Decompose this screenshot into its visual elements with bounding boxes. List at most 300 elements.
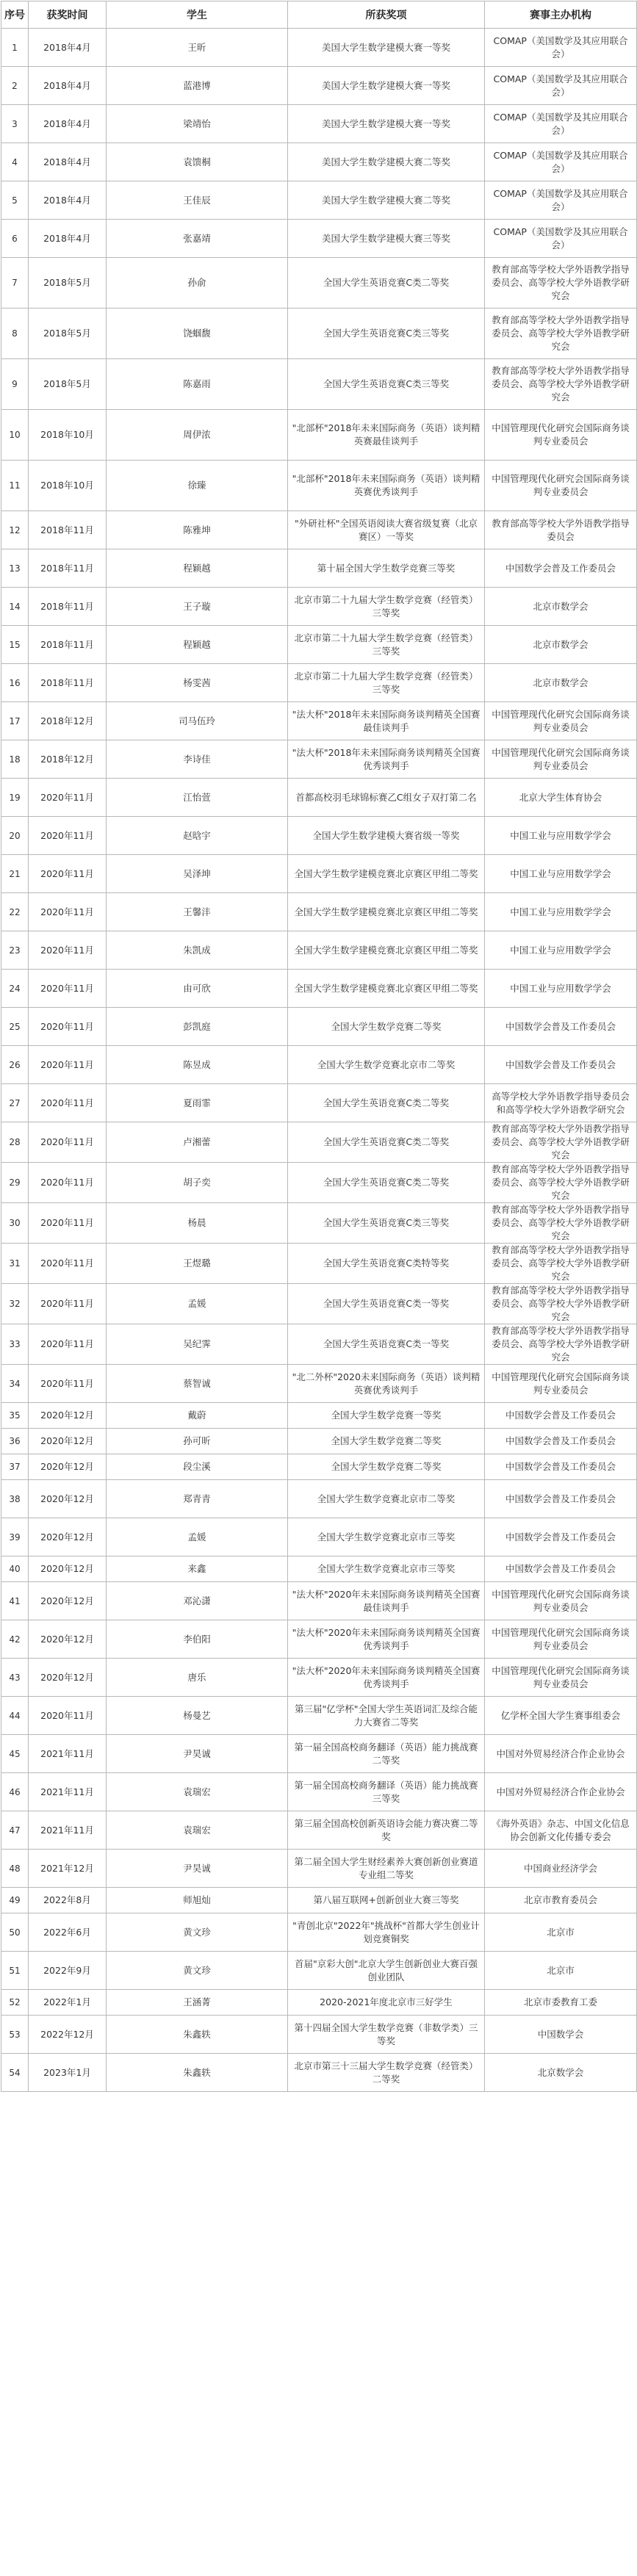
cell-date: 2018年4月: [29, 181, 107, 220]
cell-org: 北京市: [485, 1913, 637, 1952]
cell-no: 33: [1, 1324, 29, 1365]
cell-org: 中国数学会普及工作委员会: [485, 1008, 637, 1046]
cell-org: 中国数学会普及工作委员会: [485, 1518, 637, 1556]
cell-org: 北京数学会: [485, 2054, 637, 2092]
cell-date: 2022年8月: [29, 1888, 107, 1913]
cell-student: 黄文珍: [107, 1952, 288, 1990]
cell-date: 2018年11月: [29, 588, 107, 626]
table-row: [1, 1913, 637, 1952]
cell-date: 2020年11月: [29, 1244, 107, 1284]
table-row: [1, 1429, 637, 1454]
cell-date: 2020年11月: [29, 1084, 107, 1122]
cell-date: 2020年11月: [29, 1046, 107, 1084]
cell-date: 2022年6月: [29, 1913, 107, 1952]
cell-student: 彭凯庭: [107, 1008, 288, 1046]
table-row: [1, 893, 637, 931]
cell-no: 22: [1, 893, 29, 931]
cell-award: "北二外杯"2020未来国际商务（英语）谈判精英赛优秀谈判手: [288, 1365, 485, 1403]
cell-org: 中国数学会普及工作委员会: [485, 1480, 637, 1518]
table-row: [1, 1084, 637, 1122]
cell-student: 蓝港博: [107, 67, 288, 105]
cell-no: 11: [1, 461, 29, 511]
cell-award: 全国大学生数学竞赛二等奖: [288, 1429, 485, 1454]
table-row: [1, 461, 637, 511]
cell-date: 2020年12月: [29, 1518, 107, 1556]
cell-org: COMAP（美国数学及其应用联合会）: [485, 29, 637, 67]
cell-no: 40: [1, 1556, 29, 1582]
cell-award: 全国大学生数学建模竞赛北京赛区甲组二等奖: [288, 970, 485, 1008]
cell-award: 全国大学生英语竞赛C类二等奖: [288, 1122, 485, 1163]
cell-org: 中国工业与应用数学学会: [485, 817, 637, 855]
header-student: 学生: [107, 1, 288, 29]
cell-no: 52: [1, 1990, 29, 2016]
cell-date: 2018年4月: [29, 220, 107, 258]
cell-student: 蔡智诚: [107, 1365, 288, 1403]
cell-no: 5: [1, 181, 29, 220]
cell-org: 中国管理现代化研究会国际商务谈判专业委员会: [485, 1582, 637, 1620]
cell-no: 12: [1, 511, 29, 549]
cell-student: 陈嘉雨: [107, 359, 288, 410]
cell-no: 29: [1, 1163, 29, 1203]
table-row: [1, 1284, 637, 1324]
cell-date: 2020年12月: [29, 1556, 107, 1582]
cell-student: 师旭灿: [107, 1888, 288, 1913]
cell-student: 朱鑫轶: [107, 2054, 288, 2092]
cell-org: 教育部高等学校大学外语教学指导委员会、高等学校大学外语教学研究会: [485, 1163, 637, 1203]
cell-no: 7: [1, 258, 29, 309]
cell-student: 郑青青: [107, 1480, 288, 1518]
cell-date: 2020年12月: [29, 1620, 107, 1659]
table-row: [1, 1163, 637, 1203]
cell-award: "法大杯"2020年未来国际商务谈判精英全国赛优秀谈判手: [288, 1659, 485, 1697]
cell-award: "法大杯"2018年未来国际商务谈判精英全国赛最佳谈判手: [288, 702, 485, 740]
cell-award: 第一届全国高校商务翻译（英语）能力挑战赛三等奖: [288, 1773, 485, 1811]
cell-date: 2020年11月: [29, 1163, 107, 1203]
table-row: [1, 2016, 637, 2054]
cell-student: 孙俞: [107, 258, 288, 309]
cell-org: 教育部高等学校大学外语教学指导委员会、高等学校大学外语教学研究会: [485, 1203, 637, 1244]
cell-award: "北部杯"2018年未来国际商务（英语）谈判精英赛最佳谈判手: [288, 410, 485, 461]
cell-date: 2018年10月: [29, 410, 107, 461]
header-no: 序号: [1, 1, 29, 29]
cell-award: 全国大学生英语竞赛C类三等奖: [288, 1203, 485, 1244]
table-row: [1, 1480, 637, 1518]
cell-date: 2020年11月: [29, 1697, 107, 1735]
cell-no: 39: [1, 1518, 29, 1556]
cell-no: 24: [1, 970, 29, 1008]
table-row: [1, 1620, 637, 1659]
cell-student: 司马伍玲: [107, 702, 288, 740]
table-row: [1, 181, 637, 220]
table-row: [1, 664, 637, 702]
cell-award: 北京市第二十九届大学生数学竞赛（经管类）三等奖: [288, 626, 485, 664]
cell-award: 全国大学生英语竞赛C类三等奖: [288, 359, 485, 410]
cell-org: 中国对外贸易经济合作企业协会: [485, 1735, 637, 1773]
cell-student: 袁馈桐: [107, 143, 288, 181]
cell-no: 21: [1, 855, 29, 893]
table-row: [1, 220, 637, 258]
cell-student: 孟媛: [107, 1518, 288, 1556]
cell-no: 44: [1, 1697, 29, 1735]
cell-no: 46: [1, 1773, 29, 1811]
cell-student: 夏雨霏: [107, 1084, 288, 1122]
cell-date: 2020年12月: [29, 1582, 107, 1620]
cell-no: 16: [1, 664, 29, 702]
cell-no: 36: [1, 1429, 29, 1454]
cell-org: 中国管理现代化研究会国际商务谈判专业委员会: [485, 1620, 637, 1659]
cell-org: 教育部高等学校大学外语教学指导委员会: [485, 511, 637, 549]
cell-student: 梁靖怡: [107, 105, 288, 143]
cell-award: "外研社杯"全国英语阅读大赛省级复赛（北京赛区）一等奖: [288, 511, 485, 549]
cell-no: 4: [1, 143, 29, 181]
cell-award: 全国大学生英语竞赛C类二等奖: [288, 1084, 485, 1122]
table-row: [1, 1403, 637, 1429]
cell-student: 唐乐: [107, 1659, 288, 1697]
cell-award: 美国大学生数学建模大赛二等奖: [288, 181, 485, 220]
cell-org: 北京市数学会: [485, 664, 637, 702]
cell-date: 2020年11月: [29, 1284, 107, 1324]
cell-date: 2020年11月: [29, 1008, 107, 1046]
cell-org: 北京市: [485, 1952, 637, 1990]
table-row: [1, 740, 637, 779]
cell-student: 来鑫: [107, 1556, 288, 1582]
cell-award: 全国大学生数学竞赛北京市三等奖: [288, 1518, 485, 1556]
cell-award: "法大杯"2020年未来国际商务谈判精英全国赛最佳谈判手: [288, 1582, 485, 1620]
cell-no: 13: [1, 549, 29, 588]
cell-no: 48: [1, 1850, 29, 1888]
cell-student: 王佳辰: [107, 181, 288, 220]
cell-award: 全国大学生数学竞赛北京市二等奖: [288, 1046, 485, 1084]
cell-org: 中国工业与应用数学学会: [485, 931, 637, 970]
cell-student: 杨雯茜: [107, 664, 288, 702]
table-row: [1, 1773, 637, 1811]
cell-award: 美国大学生数学建模大赛二等奖: [288, 143, 485, 181]
cell-date: 2020年11月: [29, 1365, 107, 1403]
cell-org: 中国数学会普及工作委员会: [485, 549, 637, 588]
cell-no: 50: [1, 1913, 29, 1952]
cell-org: 教育部高等学校大学外语教学指导委员会、高等学校大学外语教学研究会: [485, 309, 637, 359]
table-row: [1, 1365, 637, 1403]
header-date: 获奖时间: [29, 1, 107, 29]
cell-org: 中国对外贸易经济合作企业协会: [485, 1773, 637, 1811]
cell-date: 2018年12月: [29, 702, 107, 740]
table-row: [1, 1244, 637, 1284]
cell-student: 张嘉靖: [107, 220, 288, 258]
table-row: [1, 1888, 637, 1913]
cell-org: 北京大学生体育协会: [485, 779, 637, 817]
cell-student: 由可欣: [107, 970, 288, 1008]
cell-no: 1: [1, 29, 29, 67]
cell-date: 2020年11月: [29, 1122, 107, 1163]
table-row: [1, 1046, 637, 1084]
cell-no: 54: [1, 2054, 29, 2092]
table-row: [1, 105, 637, 143]
cell-award: 第十四届全国大学生数学竞赛（非数学类）三等奖: [288, 2016, 485, 2054]
cell-org: COMAP（美国数学及其应用联合会）: [485, 67, 637, 105]
table-row: [1, 1518, 637, 1556]
cell-award: 首都高校羽毛球锦标赛乙C组女子双打第二名: [288, 779, 485, 817]
table-row: [1, 1697, 637, 1735]
header-org: 赛事主办机构: [485, 1, 637, 29]
cell-date: 2018年5月: [29, 258, 107, 309]
cell-no: 20: [1, 817, 29, 855]
cell-student: 吴泽坤: [107, 855, 288, 893]
cell-date: 2018年10月: [29, 461, 107, 511]
cell-no: 51: [1, 1952, 29, 1990]
cell-date: 2018年11月: [29, 549, 107, 588]
cell-student: 李伯阳: [107, 1620, 288, 1659]
cell-student: 程颖越: [107, 626, 288, 664]
cell-date: 2021年11月: [29, 1811, 107, 1850]
cell-no: 9: [1, 359, 29, 410]
table-row: [1, 549, 637, 588]
table-row: [1, 29, 637, 67]
cell-date: 2018年11月: [29, 626, 107, 664]
cell-no: 15: [1, 626, 29, 664]
cell-award: 美国大学生数学建模大赛三等奖: [288, 220, 485, 258]
cell-award: 全国大学生英语竞赛C类二等奖: [288, 258, 485, 309]
cell-award: 第二届全国大学生财经素养大赛创新创业赛道专业组二等奖: [288, 1850, 485, 1888]
cell-award: 美国大学生数学建模大赛一等奖: [288, 29, 485, 67]
cell-no: 42: [1, 1620, 29, 1659]
cell-date: 2020年11月: [29, 893, 107, 931]
cell-date: 2020年11月: [29, 1203, 107, 1244]
cell-no: 8: [1, 309, 29, 359]
cell-award: 北京市第三十三届大学生数学竞赛（经管类）二等奖: [288, 2054, 485, 2092]
cell-date: 2023年1月: [29, 2054, 107, 2092]
cell-student: 陈昱成: [107, 1046, 288, 1084]
cell-no: 18: [1, 740, 29, 779]
cell-no: 6: [1, 220, 29, 258]
cell-org: 高等学校大学外语教学指导委员会和高等学校大学外语教学研究会: [485, 1084, 637, 1122]
cell-date: 2020年12月: [29, 1454, 107, 1480]
cell-student: 袁瑞宏: [107, 1811, 288, 1850]
cell-date: 2021年11月: [29, 1735, 107, 1773]
cell-no: 31: [1, 1244, 29, 1284]
cell-date: 2018年12月: [29, 740, 107, 779]
cell-org: 北京市数学会: [485, 588, 637, 626]
cell-no: 43: [1, 1659, 29, 1697]
cell-no: 35: [1, 1403, 29, 1429]
cell-award: 全国大学生英语竞赛C类二等奖: [288, 1163, 485, 1203]
table-body: [1, 29, 637, 2092]
cell-award: 全国大学生数学竞赛二等奖: [288, 1454, 485, 1480]
cell-org: 中国数学会普及工作委员会: [485, 1556, 637, 1582]
table-row: [1, 2054, 637, 2092]
cell-date: 2020年11月: [29, 970, 107, 1008]
table-row: [1, 1735, 637, 1773]
cell-org: 北京市数学会: [485, 626, 637, 664]
cell-date: 2022年9月: [29, 1952, 107, 1990]
cell-org: 中国管理现代化研究会国际商务谈判专业委员会: [485, 702, 637, 740]
cell-award: 全国大学生数学建模大赛省级一等奖: [288, 817, 485, 855]
table-row: [1, 702, 637, 740]
cell-no: 23: [1, 931, 29, 970]
cell-award: 全国大学生英语竞赛C类一等奖: [288, 1284, 485, 1324]
table-row: [1, 143, 637, 181]
cell-org: 中国数学会普及工作委员会: [485, 1454, 637, 1480]
cell-org: 《海外英语》杂志、中国文化信息协会创新文化传播专委会: [485, 1811, 637, 1850]
cell-award: 全国大学生数学竞赛北京市三等奖: [288, 1556, 485, 1582]
cell-date: 2018年4月: [29, 143, 107, 181]
cell-award: 全国大学生数学建模竞赛北京赛区甲组二等奖: [288, 931, 485, 970]
table-row: [1, 855, 637, 893]
cell-org: 中国管理现代化研究会国际商务谈判专业委员会: [485, 410, 637, 461]
table-row: [1, 817, 637, 855]
cell-student: 杨晨: [107, 1203, 288, 1244]
cell-no: 49: [1, 1888, 29, 1913]
table-row: [1, 1990, 637, 2016]
table-row: [1, 1582, 637, 1620]
cell-award: 美国大学生数学建模大赛一等奖: [288, 105, 485, 143]
cell-award: "法大杯"2020年未来国际商务谈判精英全国赛优秀谈判手: [288, 1620, 485, 1659]
cell-no: 34: [1, 1365, 29, 1403]
table-row: [1, 1952, 637, 1990]
cell-date: 2020年12月: [29, 1659, 107, 1697]
cell-org: 中国管理现代化研究会国际商务谈判专业委员会: [485, 1365, 637, 1403]
cell-award: 全国大学生数学建模竞赛北京赛区甲组二等奖: [288, 893, 485, 931]
cell-date: 2022年1月: [29, 1990, 107, 2016]
cell-no: 28: [1, 1122, 29, 1163]
cell-date: 2018年4月: [29, 105, 107, 143]
cell-org: 亿学杯全国大学生赛事组委会: [485, 1697, 637, 1735]
cell-student: 孙可昕: [107, 1429, 288, 1454]
cell-date: 2018年11月: [29, 511, 107, 549]
cell-award: 全国大学生英语竞赛C类三等奖: [288, 309, 485, 359]
cell-award: 全国大学生英语竞赛C类一等奖: [288, 1324, 485, 1365]
cell-student: 袁瑞宏: [107, 1773, 288, 1811]
cell-org: COMAP（美国数学及其应用联合会）: [485, 105, 637, 143]
cell-award: "青创北京"2022年"挑战杯"首都大学生创业计划竞赛铜奖: [288, 1913, 485, 1952]
cell-no: 25: [1, 1008, 29, 1046]
cell-award: 第八届互联网+创新创业大赛三等奖: [288, 1888, 485, 1913]
header-award: 所获奖项: [288, 1, 485, 29]
table-row: [1, 1659, 637, 1697]
cell-no: 26: [1, 1046, 29, 1084]
cell-date: 2021年11月: [29, 1773, 107, 1811]
cell-date: 2018年5月: [29, 309, 107, 359]
cell-date: 2018年11月: [29, 664, 107, 702]
cell-org: 中国数学会普及工作委员会: [485, 1403, 637, 1429]
cell-student: 邓沁潇: [107, 1582, 288, 1620]
cell-award: 第三届"亿学杯"全国大学生英语词汇及综合能力大赛省二等奖: [288, 1697, 485, 1735]
cell-date: 2022年12月: [29, 2016, 107, 2054]
cell-student: 朱凯成: [107, 931, 288, 970]
table-row: [1, 1324, 637, 1365]
cell-award: 第三届全国高校创新英语诗会能力赛决赛二等奖: [288, 1811, 485, 1850]
cell-student: 江怡萱: [107, 779, 288, 817]
table-row: [1, 931, 637, 970]
cell-org: 教育部高等学校大学外语教学指导委员会、高等学校大学外语教学研究会: [485, 1324, 637, 1365]
cell-no: 10: [1, 410, 29, 461]
cell-award: 全国大学生数学竞赛一等奖: [288, 1403, 485, 1429]
cell-award: 2020-2021年度北京市三好学生: [288, 1990, 485, 2016]
cell-no: 38: [1, 1480, 29, 1518]
cell-no: 41: [1, 1582, 29, 1620]
cell-date: 2020年11月: [29, 817, 107, 855]
cell-student: 饶蝈馥: [107, 309, 288, 359]
cell-student: 王煜璐: [107, 1244, 288, 1284]
cell-award: 全国大学生数学竞赛北京市二等奖: [288, 1480, 485, 1518]
table-row: [1, 1008, 637, 1046]
table-row: [1, 410, 637, 461]
cell-award: 北京市第二十九届大学生数学竞赛（经管类）三等奖: [288, 664, 485, 702]
table-row: [1, 1203, 637, 1244]
cell-award: 首届"京彩大创"北京大学生创新创业大赛百强创业团队: [288, 1952, 485, 1990]
cell-award: 北京市第二十九届大学生数学竞赛（经管类）三等奖: [288, 588, 485, 626]
table-row: [1, 359, 637, 410]
cell-no: 27: [1, 1084, 29, 1122]
cell-date: 2020年12月: [29, 1403, 107, 1429]
cell-award: "法大杯"2018年未来国际商务谈判精英全国赛优秀谈判手: [288, 740, 485, 779]
table-row: [1, 511, 637, 549]
cell-org: 北京市委教育工委: [485, 1990, 637, 2016]
cell-student: 王涵菁: [107, 1990, 288, 2016]
cell-date: 2018年4月: [29, 29, 107, 67]
cell-org: 教育部高等学校大学外语教学指导委员会、高等学校大学外语教学研究会: [485, 359, 637, 410]
cell-org: 教育部高等学校大学外语教学指导委员会、高等学校大学外语教学研究会: [485, 1122, 637, 1163]
cell-student: 尹昊诚: [107, 1850, 288, 1888]
cell-date: 2020年12月: [29, 1429, 107, 1454]
cell-student: 孟媛: [107, 1284, 288, 1324]
table-row: [1, 67, 637, 105]
cell-org: 中国商业经济学会: [485, 1850, 637, 1888]
awards-table: [1, 1, 637, 2092]
cell-award: 第十届全国大学生数学竞赛三等奖: [288, 549, 485, 588]
cell-student: 杨曼艺: [107, 1697, 288, 1735]
cell-student: 王昕: [107, 29, 288, 67]
cell-org: 中国数学会普及工作委员会: [485, 1046, 637, 1084]
cell-org: 教育部高等学校大学外语教学指导委员会、高等学校大学外语教学研究会: [485, 258, 637, 309]
cell-award: 全国大学生英语竞赛C类特等奖: [288, 1244, 485, 1284]
cell-org: 中国管理现代化研究会国际商务谈判专业委员会: [485, 1659, 637, 1697]
cell-org: 中国工业与应用数学学会: [485, 855, 637, 893]
cell-student: 胡子奕: [107, 1163, 288, 1203]
cell-student: 朱鑫轶: [107, 2016, 288, 2054]
cell-no: 53: [1, 2016, 29, 2054]
cell-student: 卢湘蕾: [107, 1122, 288, 1163]
cell-date: 2020年11月: [29, 779, 107, 817]
table-row: [1, 258, 637, 309]
cell-org: COMAP（美国数学及其应用联合会）: [485, 220, 637, 258]
table-row: [1, 1811, 637, 1850]
cell-student: 周伊浓: [107, 410, 288, 461]
cell-org: 教育部高等学校大学外语教学指导委员会、高等学校大学外语教学研究会: [485, 1244, 637, 1284]
cell-no: 14: [1, 588, 29, 626]
table-row: [1, 1122, 637, 1163]
cell-org: 中国管理现代化研究会国际商务谈判专业委员会: [485, 461, 637, 511]
cell-award: 美国大学生数学建模大赛一等奖: [288, 67, 485, 105]
cell-student: 陈雅坤: [107, 511, 288, 549]
cell-student: 戴蔚: [107, 1403, 288, 1429]
cell-date: 2020年12月: [29, 1480, 107, 1518]
table-row: [1, 1454, 637, 1480]
cell-student: 尹昊诚: [107, 1735, 288, 1773]
header-row: [1, 1, 637, 29]
cell-org: COMAP（美国数学及其应用联合会）: [485, 143, 637, 181]
cell-no: 3: [1, 105, 29, 143]
cell-org: 中国数学会: [485, 2016, 637, 2054]
table-row: [1, 970, 637, 1008]
cell-no: 17: [1, 702, 29, 740]
cell-date: 2020年11月: [29, 855, 107, 893]
table-row: [1, 1556, 637, 1582]
cell-org: 中国管理现代化研究会国际商务谈判专业委员会: [485, 740, 637, 779]
cell-student: 王子璇: [107, 588, 288, 626]
table-row: [1, 626, 637, 664]
cell-student: 李诗佳: [107, 740, 288, 779]
cell-org: 中国工业与应用数学学会: [485, 893, 637, 931]
